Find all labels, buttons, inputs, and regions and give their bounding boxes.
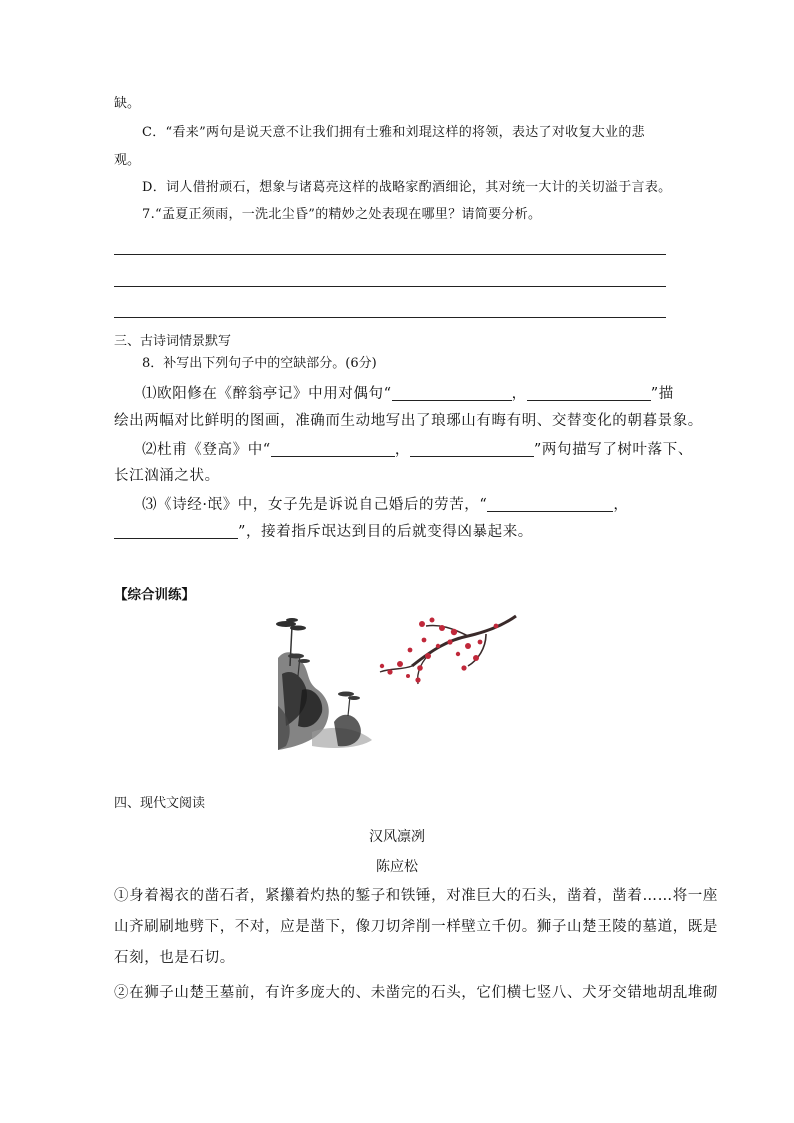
option-c-line1: C．“看来”两句是说天意不让我们拥有士雅和刘琨这样的将领，表达了对收复大业的悲 [142,125,645,140]
q8-1-suffix: ”描 [650,386,674,402]
q8-2-suffix: ”两句描写了树叶落下、 [533,442,693,458]
q8-2-comma: ， [394,442,410,458]
q8-2-prefix: ⑵杜甫《登高》中“ [142,442,271,458]
q8-item-2-line2: 长江汹涌之状。 [114,468,220,484]
blank-8-1-a[interactable] [392,386,512,401]
q6-tail-text: 缺。 [114,96,141,111]
answer-line-3[interactable] [114,317,666,318]
article-author: 陈应松 [376,859,418,875]
option-c-line2: 观。 [114,153,141,168]
blank-8-1-b[interactable] [527,386,651,401]
ink-painting-illustration [272,606,522,756]
q8-1-prefix: ⑴欧阳修在《醉翁亭记》中用对偶句“ [142,386,392,402]
paragraph-2-line1: ②在狮子山楚王墓前，有许多庞大的、未凿完的石头，它们横七竖八、犬牙交错地胡乱堆砌 [114,985,718,1001]
plum-blossom-branch-icon [380,616,516,684]
q8-1-comma: ， [511,386,527,402]
answer-line-2[interactable] [114,286,666,287]
blank-8-2-a[interactable] [271,442,395,457]
ink-landscape-icon [276,618,372,750]
q8-3-comma: ， [613,497,629,513]
blank-8-3-a[interactable] [487,497,613,512]
section-3-title: 三、古诗词情景默写 [114,334,232,349]
comprehensive-training-heading: 【综合训练】 [114,587,195,603]
q8-3-suffix: ”，接着指斥氓达到目的后就变得凶暴起来。 [238,524,533,540]
q8-item-3-line1 [142,495,629,515]
paragraph-1-line2: 山齐刷刷地劈下，不对，应是凿下，像刀切斧削一样壁立千仞。狮子山楚王陵的墓道，既是 [114,919,718,935]
q8-item-2-line1 [142,440,693,460]
blank-8-3-b[interactable] [114,524,238,539]
option-d: D．词人借拊顽石，想象与诸葛亮这样的战略家酌酒细论，其对统一大计的关切溢于言表。 [142,180,672,195]
blank-8-2-b[interactable] [410,442,534,457]
q8-item-3-line2 [114,522,533,542]
question-8: 8．补写出下列句子中的空缺部分。(6分) [142,356,377,371]
answer-line-1[interactable] [114,254,666,255]
paragraph-1-line1: ①身着褐衣的凿石者，紧攥着灼热的錾子和铁锤，对准巨大的石头，凿着，凿着……将一座 [114,888,718,904]
article-title: 汉风凛冽 [369,829,425,845]
q8-3-prefix: ⑶《诗经·氓》中，女子先是诉说自己婚后的劳苦，“ [142,497,488,513]
q8-item-1-line2: 绘出两幅对比鲜明的图画，准确而生动地写出了琅琊山有晦有明、交替变化的朝暮景象。 [114,413,703,429]
section-4-title: 四、现代文阅读 [114,796,206,811]
question-7: 7.“孟夏正须雨，一洗北尘昏”的精妙之处表现在哪里？请简要分析。 [142,207,542,222]
q8-item-1-line1 [142,384,674,404]
paragraph-1-line3: 石刻，也是石切。 [114,950,235,966]
